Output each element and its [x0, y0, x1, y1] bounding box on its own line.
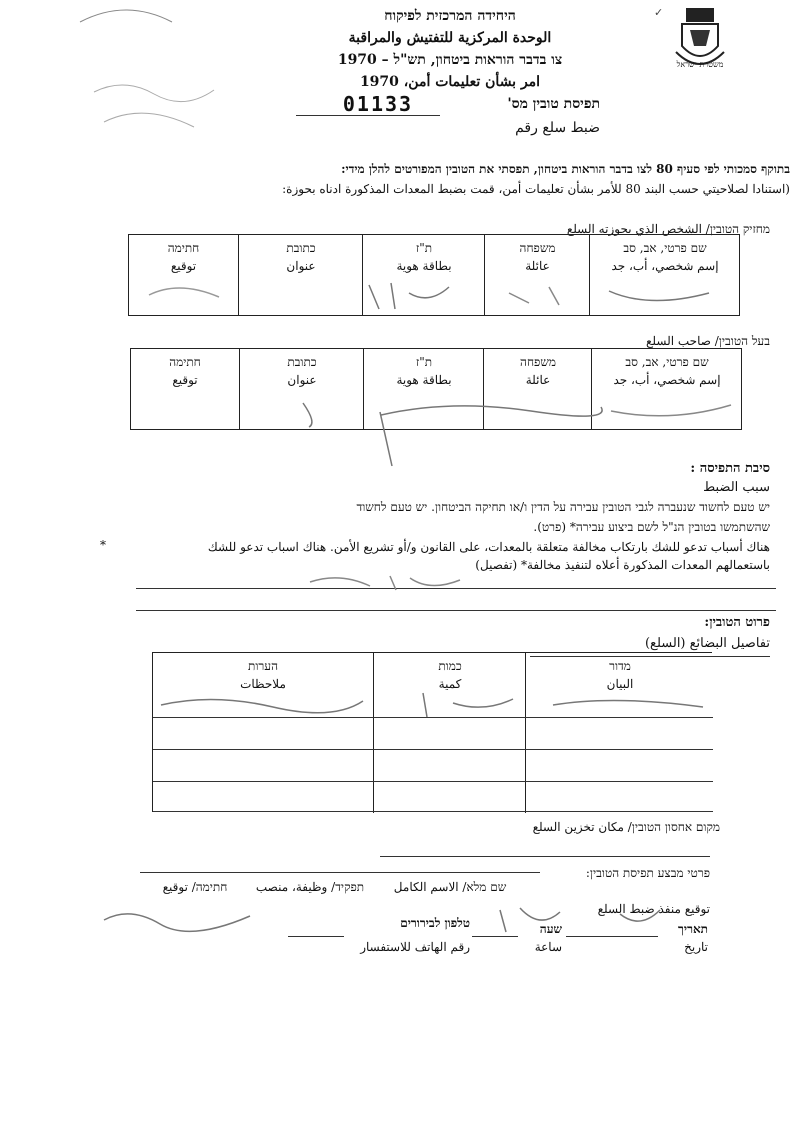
holder-col-family: משפחה عائلة — [519, 241, 556, 273]
reason-line4: باستعمالهم المعدات المذكورة أعلاه لتنفيذ مخالفة* (تفصيل) — [475, 558, 770, 572]
reason-handwriting — [300, 570, 500, 594]
goods-col-notes: הערות ملاحظات — [240, 659, 286, 691]
goods-title-he: פרוט הטובין: — [704, 615, 770, 630]
hour-label-he: שעה — [539, 922, 562, 936]
reason-title-ar: سبب الضبط — [703, 480, 770, 495]
holder-table — [128, 234, 740, 316]
reason-line3: هناك أسباب تدعو للشك بارتكاب مخالفة متعلقة بالمعدات، على القانون و/أو تشريع الأمن. هناك اسباب تدعو للشك — [207, 540, 770, 554]
side-note: * — [100, 538, 106, 552]
header-line3: צו בדבר הוראות ביטחון, תש"ל – 1970 — [337, 52, 563, 68]
holder-col-signature: חתימה توقيع — [167, 241, 200, 273]
holder-handwriting — [129, 275, 739, 315]
detail-line — [140, 872, 540, 873]
detail-label: פרטי מבצע תפיסת הטובין: — [585, 866, 710, 880]
handwriting-margin — [84, 72, 224, 152]
header-line6: ضبط سلع رقم — [515, 120, 600, 136]
holder-label: מחזיק הטובין/ الشخص الذي بحوزته السلع — [566, 222, 770, 236]
header-line2: الوحدة المركزية للتفتيش والمراقبة — [348, 30, 552, 46]
date-label-he: תאריך — [678, 922, 708, 936]
reason-line-b — [136, 610, 776, 611]
goods-table — [152, 652, 712, 812]
owner-col-name: שם פרטי, אב, סב إسم شخصي، أب، جد — [613, 355, 721, 387]
full-name-label: שם מלא/ الاسم الكامل — [393, 880, 507, 894]
emblem-caption: משטרת ישראל — [676, 60, 724, 69]
owner-col-address: כתובת عنوان — [287, 355, 317, 387]
phone-label-ar: رقم الهاتف للاستفسار — [360, 940, 470, 954]
header-line1: היחידה המרכזית לפיקוח — [384, 8, 516, 24]
intro-line2: (استنادا لصلاحيتي حسب البند 80 للأمر بشأن تعليمات أمن، قمت بضبط المعدات المذكورة ادناه بحوزة: — [282, 182, 790, 196]
goods-title-ar: تفاصيل البضائع (السلع) — [644, 636, 770, 651]
owner-handwriting — [131, 393, 741, 429]
form-number: 01133 — [342, 92, 414, 116]
corner-mark: ✓ — [654, 6, 664, 19]
owner-col-signature: חתימה توقيع — [169, 355, 201, 387]
reason-line2: שהשתמשו בטובין הנ"ל לשם ביצוע עבירה* (פרט). — [533, 520, 770, 534]
goods-col-item: מדור البيان — [606, 659, 634, 691]
reason-line1: יש טעם לחשוד שנעברה לגבי הטובין עבירה על הדין ו/או תחיקה הביטחון. יש טעם לחשוד — [356, 500, 770, 514]
header-line4: امر بشأن تعليمات أمن، 1970 — [359, 74, 541, 90]
phone-label-he: טלפון לבירורים — [400, 916, 470, 930]
date-label-ar: تاريخ — [684, 940, 708, 954]
reason-title-he: סיבת התפיסה : — [690, 461, 770, 476]
stamp-icon — [76, 2, 176, 26]
footer-handwriting — [100, 900, 700, 940]
owner-col-id: ת"ז بطاقة هوية — [396, 355, 452, 387]
owner-label: בעל הטובין/ صاحب السلع — [646, 334, 770, 348]
owner-table — [130, 348, 742, 430]
owner-stroke — [370, 410, 410, 470]
role-label: תפקיד/ وظيفة، منصب — [255, 880, 365, 894]
storage-label: מקום אחסון הטובין/ مكان تخزين السلع — [532, 820, 720, 834]
scribble-icon — [84, 72, 224, 152]
signature-label: חתימה/ توقيع — [162, 880, 228, 894]
storage-line — [380, 856, 710, 857]
police-emblem — [672, 6, 728, 76]
intro-line1: בתוקף סמכותי לפי סעיף 80 לצו בדבר הוראות ביטחון, תפסתי את הטובין המפורטים להלן מידי: — [341, 162, 790, 176]
goods-handwriting — [153, 689, 713, 719]
corner-stamp — [76, 2, 176, 26]
hour-label-ar: ساعة — [534, 940, 562, 954]
signer-label: توقيع منفذ ضبط السلع — [597, 902, 710, 916]
form-number-line — [296, 115, 440, 116]
form-number-label: תפיסת טובין מס' — [507, 96, 600, 112]
holder-col-address: כתובת عنوان — [286, 241, 316, 273]
holder-col-id: ת"ז بطاقة هوية — [396, 241, 452, 273]
holder-col-name: שם פרטי, אב, סב إسم شخصي، أب، جد — [611, 241, 719, 273]
goods-col-qty: כמות كمية — [438, 659, 462, 691]
owner-col-family: משפחה عائلة — [520, 355, 556, 387]
